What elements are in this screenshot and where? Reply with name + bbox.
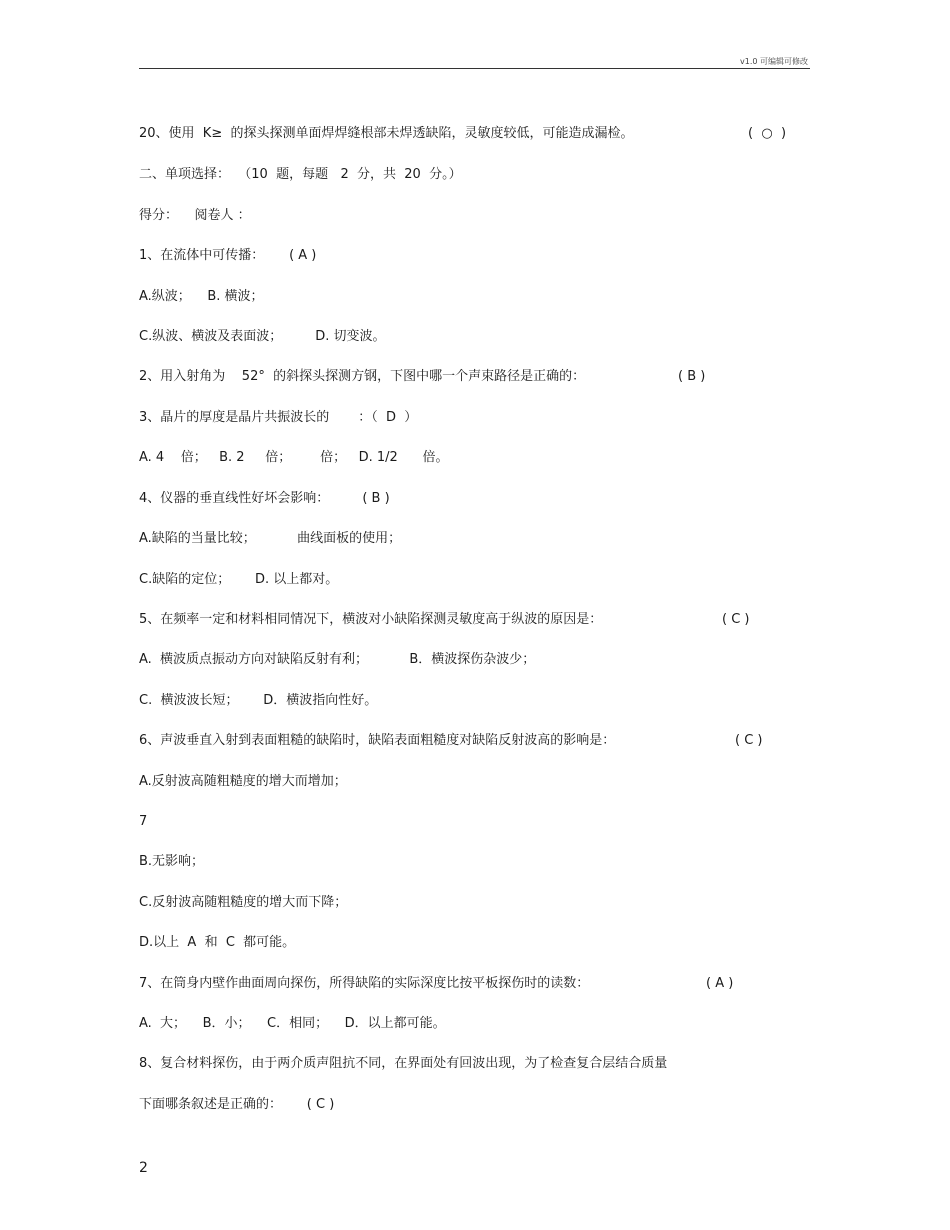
text-line: A.反射波高随粗糙度的增大而增加； <box>139 774 347 789</box>
text-line: 6、声波垂直入射到表面粗糙的缺陷时，缺陷表面粗糙度对缺陷反射波高的影响是： <box>139 733 616 748</box>
text-line: 5、在频率一定和材料相同情况下，横波对小缺陷探测灵敏度高于纵波的原因是： <box>139 612 603 627</box>
answer-mark: ( A ) <box>706 976 734 991</box>
text-line: A. 4 倍； B. 2 倍； 倍； D. 1/2 倍。 <box>139 450 449 465</box>
text-line: A.纵波； B. 横波； <box>139 289 264 304</box>
header-note: v1.0 可编辑可修改 <box>740 57 808 66</box>
text-line: C.缺陷的定位； D. 以上都对。 <box>139 572 339 587</box>
answer-mark: ( C ) <box>735 733 763 748</box>
answer-mark: ( B ) <box>678 369 706 384</box>
text-line: 下面哪条叙述是正确的： ( C ) <box>139 1097 335 1112</box>
text-line: 2、用入射角为 52° 的斜探头探测方钢，下图中哪一个声束路径是正确的： <box>139 369 586 384</box>
text-line: 得分： 阅卷人 ： <box>139 208 251 223</box>
text-line: C. 横波波长短； D．横波指向性好。 <box>139 693 378 708</box>
text-line: C.纵波、横波及表面波； D. 切变波。 <box>139 329 386 344</box>
text-line: 4、仪器的垂直线性好坏会影响： ( B ) <box>139 491 390 506</box>
text-line: D.以上 A 和 C 都可能。 <box>139 935 296 950</box>
text-line: A. 横波质点振动方向对缺陷反射有利； B．横波探伤杂波少； <box>139 652 536 667</box>
header-rule <box>139 68 810 69</box>
answer-mark: ( C ) <box>722 612 750 627</box>
text-line: 7、在筒身内壁作曲面周向探伤，所得缺陷的实际深度比按平板探伤时的读数： <box>139 976 590 991</box>
text-line: A. 大； B．小； C．相同； D．以上都可能。 <box>139 1016 446 1031</box>
text-line: 二、单项选择： （10 题，每题 2 分，共 20 分。） <box>139 167 462 182</box>
answer-mark: ( ○ ) <box>748 126 787 141</box>
text-line: C.反射波高随粗糙度的增大而下降； <box>139 895 348 910</box>
text-line: B.无影响； <box>139 854 205 869</box>
text-line: 1、在流体中可传播： ( A ) <box>139 248 317 263</box>
text-line: 8、复合材料探伤，由于两介质声阻抗不同，在界面处有回波出现，为了检查复合层结合质量 <box>139 1056 668 1071</box>
text-line: 3、晶片的厚度是晶片共振波长的 ：（ D ） <box>139 410 418 425</box>
text-line: 7 <box>139 814 148 829</box>
text-line: 20、使用 K≥ 的探头探测单面焊焊缝根部未焊透缺陷，灵敏度较低，可能造成漏检。 <box>139 126 634 141</box>
text-line: A.缺陷的当量比较； 曲线面板的使用； <box>139 531 402 546</box>
page-number: 2 <box>139 1160 148 1176</box>
